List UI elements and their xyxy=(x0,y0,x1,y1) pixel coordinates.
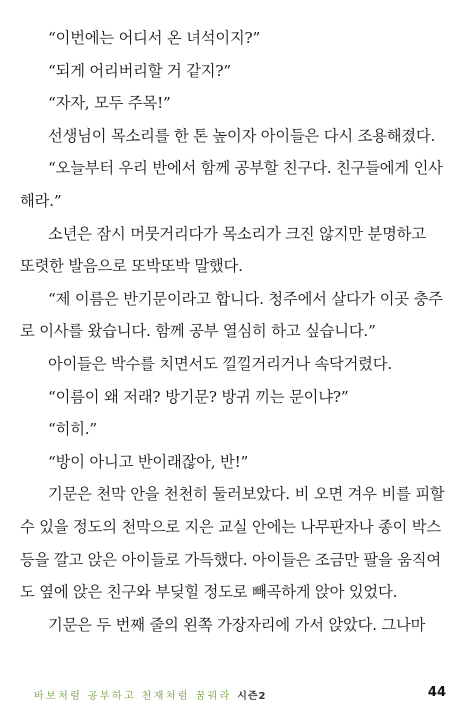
footer-book-title xyxy=(34,687,267,702)
paragraph xyxy=(34,348,446,381)
footer-season: 시즌2 xyxy=(237,691,267,702)
paragraph xyxy=(34,413,446,446)
text-line: 기문은 두 번째 줄의 왼쪽 가장자리에 가서 앉았다. 그나마 xyxy=(48,615,426,634)
text-line: 소년은 잠시 머뭇거리다가 목소리가 크진 않지만 분명하고 xyxy=(48,224,426,243)
text-line: 도 옆에 앉은 친구와 부딪힐 정도로 빼곡하게 앉아 있었다. xyxy=(20,583,398,602)
text-line: “되게 어리버리할 거 같지?” xyxy=(48,61,231,80)
paragraph xyxy=(34,446,446,479)
text-line: 기문은 천막 안을 천천히 둘러보았다. 비 오면 겨우 비를 피할 xyxy=(48,485,445,504)
text-line: “방이 아니고 반이래잖아, 반!” xyxy=(48,452,249,471)
paragraph xyxy=(20,218,446,283)
paragraph xyxy=(34,87,446,120)
paragraph xyxy=(20,283,446,348)
paragraph xyxy=(20,478,446,608)
body-text xyxy=(20,22,446,641)
text-line: 선생님이 목소리를 한 톤 높이자 아이들은 다시 조용해졌다. xyxy=(48,126,436,145)
paragraph xyxy=(34,381,446,414)
paragraph xyxy=(20,152,446,217)
paragraph xyxy=(34,120,446,153)
paragraph xyxy=(34,22,446,55)
paragraph xyxy=(34,55,446,88)
paragraph xyxy=(34,609,446,642)
text-line: “오늘부터 우리 반에서 함께 공부할 친구다. 친구들에게 인사 xyxy=(48,159,443,178)
text-line: “자자, 모두 주목!” xyxy=(48,94,171,113)
text-line: 아이들은 박수를 치면서도 낄낄거리거나 속닥거렸다. xyxy=(48,354,393,373)
text-line: 수 있을 정도의 천막으로 지은 교실 안에는 나무판자나 종이 박스 xyxy=(20,517,441,536)
page-number: 44 xyxy=(427,685,446,700)
page-footer xyxy=(34,685,446,705)
text-line: “제 이름은 반기문이라고 합니다. 청주에서 살다가 이곳 충주 xyxy=(48,289,443,308)
text-line: “이번에는 어디서 온 녀석이지?” xyxy=(48,29,261,47)
text-line: 등을 깔고 앉은 아이들로 가득했다. 아이들은 조금만 팔을 움직여 xyxy=(20,550,441,569)
book-title-text: 바보처럼 공부하고 천재처럼 꿈꿔라 xyxy=(34,691,232,702)
text-line: “이름이 왜 저래? 방기문? 방귀 끼는 문이냐?” xyxy=(48,387,349,406)
text-line: 해라.” xyxy=(20,191,62,210)
text-line: 또렷한 발음으로 또박또박 말했다. xyxy=(20,257,243,276)
text-line: “히히.” xyxy=(48,420,98,439)
text-line: 로 이사를 왔습니다. 함께 공부 열심히 하고 싶습니다.” xyxy=(20,322,376,341)
